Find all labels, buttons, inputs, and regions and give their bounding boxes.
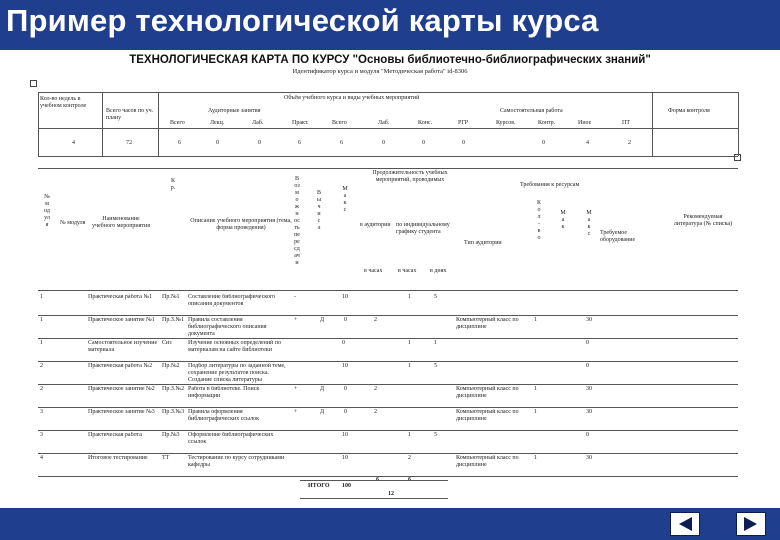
- previous-slide-button[interactable]: [670, 512, 700, 536]
- row-cell-desc: Составление библиографического описания документов: [188, 294, 276, 307]
- row-cell-d: [320, 432, 330, 453]
- row-cell-flag: -: [294, 294, 296, 300]
- row-cell-room: [456, 432, 526, 453]
- summary-subhead: Всего: [170, 120, 185, 126]
- row-cell-w: 2: [408, 455, 411, 461]
- arrow-right-icon: [743, 516, 759, 532]
- row-cell-m: 30: [586, 455, 592, 461]
- plan-header-equipment: Требуемое оборудование: [600, 230, 636, 243]
- plan-header-duration: Продолжительность учебных мероприятий, проводимых: [372, 170, 448, 183]
- plan-header-module: № модуля: [60, 220, 86, 226]
- table-move-handle[interactable]: [30, 80, 37, 87]
- grid-line: [300, 480, 448, 481]
- row-cell-name: Практическая работа: [88, 432, 142, 438]
- row-cell-dd: 5: [434, 363, 437, 369]
- summary-value: 72: [126, 140, 132, 146]
- summary-value: 0: [422, 140, 425, 146]
- row-divider: [38, 476, 738, 477]
- summary-value: 6: [298, 140, 301, 146]
- row-cell-d: [320, 294, 330, 315]
- row-cell-lit: [670, 317, 730, 338]
- row-cell-room: Компьютерный класс по дисциплине: [456, 409, 519, 422]
- row-cell-lit: [670, 409, 730, 430]
- row-cell-name: Практическая работа №1: [88, 294, 153, 300]
- row-cell-name: Итоговое тестирование: [88, 455, 148, 461]
- summary-subhead: Иное: [578, 120, 592, 126]
- row-cell-dd: 5: [434, 294, 437, 300]
- summary-self-heading: Самостоятельная работа: [500, 108, 563, 114]
- totals-aud: 6: [376, 477, 379, 483]
- row-cell-room: Компьютерный класс по дисциплине: [456, 386, 519, 399]
- grid-line: [38, 92, 39, 156]
- row-cell-k: [534, 432, 544, 453]
- row-cell-m: 30: [586, 317, 592, 323]
- row-cell-k: [534, 363, 544, 384]
- row-cell-m: [586, 294, 600, 315]
- plan-header-resources: Требования к ресурсам: [520, 182, 580, 188]
- row-cell-flag: +: [294, 317, 298, 323]
- row-cell-name: Самостоятельное изучение материала: [88, 340, 158, 353]
- row-cell-z: 0: [344, 386, 347, 392]
- grid-line: [102, 92, 103, 156]
- row-cell-desc: Правила оформления библиографических ссылок: [188, 409, 259, 422]
- row-cell-code: Сиз: [162, 340, 172, 346]
- row-cell-w: [408, 386, 418, 407]
- plan-header-room-type: Тип аудитории: [464, 240, 502, 246]
- summary-total-label: Всего часов по уч. плану: [106, 108, 154, 121]
- summary-subhead: Контр.: [538, 120, 556, 126]
- row-cell-code: ТТ: [162, 455, 170, 461]
- plan-header-week: в часах: [398, 268, 417, 274]
- row-cell-aud: 2: [374, 409, 377, 415]
- row-cell-score: 10: [342, 294, 348, 300]
- row-cell-mod: 1: [40, 317, 43, 323]
- row-cell-flag: +: [294, 409, 298, 415]
- totals-sum: 12: [388, 491, 394, 497]
- summary-subhead: Всего: [332, 120, 347, 126]
- row-cell-score: [342, 386, 356, 407]
- grid-line: [38, 128, 738, 129]
- row-divider: [38, 338, 738, 339]
- plan-header-max: М а к с: [342, 186, 348, 213]
- row-cell-aud: 2: [374, 317, 377, 323]
- next-slide-button[interactable]: [736, 512, 766, 536]
- plan-header-qty: К о л - в о: [536, 200, 541, 241]
- row-cell-d: [320, 455, 330, 476]
- plan-header-literature: Рекомендуемая литература (№ списка): [673, 214, 733, 227]
- summary-subhead: РГР: [458, 120, 469, 126]
- row-cell-flag: [294, 340, 304, 361]
- row-cell-mod: 2: [40, 363, 43, 369]
- row-cell-m: 30: [586, 386, 592, 392]
- row-cell-name: Практическое занятие №3: [88, 409, 155, 415]
- plan-header-retake: Возможность пересдачи: [294, 176, 300, 266]
- plan-header-ind: по индивидуальному графику студента: [396, 222, 450, 235]
- row-cell-d: Д: [320, 409, 325, 415]
- summary-value: 0: [542, 140, 545, 146]
- row-cell-dd: 1: [434, 340, 437, 346]
- summary-subhead: Курсов.: [496, 120, 516, 126]
- row-cell-m: 0: [586, 340, 589, 346]
- row-cell-m: 30: [586, 409, 592, 415]
- grid-line: [38, 290, 738, 291]
- summary-subhead: ПТ: [622, 120, 630, 126]
- summary-subhead: Конс.: [418, 120, 433, 126]
- row-cell-desc: Тестирование по курсу сотрудниками кафедры: [188, 455, 285, 468]
- row-cell-mod: 3: [40, 409, 43, 415]
- plan-header-code: К р.: [170, 178, 176, 191]
- row-divider: [38, 407, 738, 408]
- row-cell-k: 1: [534, 409, 537, 415]
- row-cell-dd: [434, 317, 444, 338]
- row-cell-desc: Работа в библиотеке. Поиск информации: [188, 386, 260, 399]
- row-cell-aud: [374, 432, 384, 453]
- row-cell-code: Пр.З.№3: [162, 409, 185, 415]
- row-cell-flag: [294, 432, 304, 453]
- row-cell-name: Практическое занятие №1: [88, 317, 155, 323]
- row-divider: [38, 384, 738, 385]
- grid-line: [738, 92, 739, 156]
- tech-card-document: [30, 50, 742, 505]
- row-cell-name: Практическая работа №2: [88, 363, 153, 369]
- row-cell-code: Пр.№2: [162, 363, 180, 369]
- row-cell-mod: 1: [40, 294, 43, 300]
- plan-header-day: в днях: [430, 268, 447, 274]
- row-divider: [38, 430, 738, 431]
- row-cell-room: [456, 363, 526, 384]
- summary-volume-heading: Объём учебного курса и виды учебных мероприятий: [284, 95, 420, 101]
- row-cell-k: 1: [534, 386, 537, 392]
- grid-line: [158, 92, 159, 156]
- row-cell-aud: [374, 340, 384, 361]
- row-cell-score: 10: [342, 432, 348, 438]
- row-cell-aud: 2: [374, 386, 377, 392]
- summary-subhead: Лаб.: [252, 120, 264, 126]
- plan-header-activity: Наименование учебного мероприятия: [92, 216, 150, 229]
- row-divider: [38, 361, 738, 362]
- row-cell-desc: Оформление библиографических ссылок: [188, 432, 274, 445]
- row-cell-w: [408, 409, 418, 430]
- row-cell-k: [534, 340, 544, 361]
- row-cell-code: Пр.№3: [162, 432, 180, 438]
- summary-hours-label: Кол-во недель в учебном контроле: [40, 96, 87, 109]
- summary-subhead: Лаб.: [378, 120, 390, 126]
- row-cell-flag: +: [294, 386, 298, 392]
- row-cell-flag: [294, 363, 304, 384]
- row-cell-room: [456, 294, 526, 315]
- grid-line: [300, 498, 448, 499]
- row-cell-dd: [434, 455, 444, 476]
- row-cell-d: [320, 363, 330, 384]
- row-cell-dd: [434, 386, 444, 407]
- summary-value: 4: [586, 140, 589, 146]
- summary-value: 0: [462, 140, 465, 146]
- totals-label: ИТОГО: [308, 483, 330, 489]
- plan-header-calc: В ы ч и с л: [316, 190, 322, 231]
- row-cell-aud: [374, 294, 384, 315]
- summary-control-heading: Форма контроля: [668, 108, 710, 114]
- row-cell-lit: [670, 455, 730, 476]
- summary-value: 6: [340, 140, 343, 146]
- row-cell-k: 1: [534, 455, 537, 461]
- row-cell-w: 1: [408, 294, 411, 300]
- plan-header-desc: Описание учебного мероприятия (тема, форма проведения): [190, 218, 292, 231]
- row-cell-desc: Подбор литературы по заданной теме, сохранение результатов поиска. Создание списка литературы: [188, 363, 286, 383]
- row-cell-flag: [294, 455, 304, 476]
- row-cell-room: Компьютерный класс по дисциплине: [456, 317, 519, 330]
- row-cell-d: Д: [320, 386, 325, 392]
- slide-title: Пример технологической карты курса: [6, 3, 599, 38]
- slide-title-bar: [0, 0, 780, 50]
- grid-line: [38, 168, 738, 169]
- row-cell-d: Д: [320, 317, 325, 323]
- row-cell-name: Практическое занятие №2: [88, 386, 155, 392]
- row-cell-aud: [374, 455, 384, 476]
- row-divider: [38, 453, 738, 454]
- row-cell-lit: [670, 432, 730, 453]
- summary-value: 4: [72, 140, 75, 146]
- summary-value: 2: [628, 140, 631, 146]
- plan-header-aud: в аудитории: [360, 222, 391, 228]
- totals-ind: 6: [408, 477, 411, 483]
- summary-class-heading: Аудиторные занятия: [208, 108, 261, 114]
- row-cell-z: 0: [344, 317, 347, 323]
- plan-header-max3: М а к с: [586, 210, 592, 237]
- row-cell-score: 0: [342, 340, 345, 346]
- row-cell-code: Пр.З.№2: [162, 386, 185, 392]
- arrow-left-icon: [677, 516, 693, 532]
- plan-header-no: № модуля: [44, 194, 50, 228]
- summary-value: 0: [216, 140, 219, 146]
- row-cell-code: Пр.З.№1: [162, 317, 185, 323]
- summary-value: 6: [178, 140, 181, 146]
- row-cell-lit: [670, 386, 730, 407]
- summary-subhead: Лекц.: [210, 120, 225, 126]
- row-cell-k: [534, 294, 544, 315]
- row-cell-room: [456, 340, 526, 361]
- plan-header-hours: в часах: [364, 268, 383, 274]
- totals-score: 100: [342, 483, 351, 489]
- row-cell-score: [342, 409, 356, 430]
- row-cell-aud: [374, 363, 384, 384]
- plan-header-max2: М а к: [560, 210, 566, 230]
- row-cell-k: 1: [534, 317, 537, 323]
- row-cell-code: Пр.№1: [162, 294, 180, 300]
- row-cell-lit: [670, 340, 730, 361]
- doc-subtitle: Идентификатор курса и модуля "Методическая работа" id-8306: [292, 68, 468, 75]
- row-cell-mod: 2: [40, 386, 43, 392]
- row-cell-dd: 5: [434, 432, 437, 438]
- summary-value: 0: [258, 140, 261, 146]
- row-cell-m: 0: [586, 363, 589, 369]
- grid-line: [38, 156, 738, 157]
- row-cell-w: [408, 317, 418, 338]
- row-cell-w: 1: [408, 340, 411, 346]
- summary-value: 0: [382, 140, 385, 146]
- row-cell-lit: [670, 363, 730, 384]
- slide-footer-bar: [0, 508, 780, 540]
- row-cell-score: 10: [342, 363, 348, 369]
- row-cell-score: 10: [342, 455, 348, 461]
- row-cell-desc: Изучение основных определений по материалам на сайте библиотеки: [188, 340, 281, 353]
- row-cell-dd: [434, 409, 444, 430]
- grid-line: [652, 92, 653, 156]
- row-cell-mod: 3: [40, 432, 43, 438]
- doc-title: ТЕХНОЛОГИЧЕСКАЯ КАРТА ПО КУРСУ "Основы библиотечно-библиографических знаний": [129, 54, 651, 66]
- row-cell-w: 1: [408, 363, 411, 369]
- grid-line: [38, 92, 738, 93]
- row-cell-mod: 1: [40, 340, 43, 346]
- row-cell-desc: Правила составления библиографического описания документа: [188, 317, 267, 337]
- row-divider: [38, 315, 738, 316]
- summary-subhead: Практ.: [292, 120, 309, 126]
- row-cell-z: 0: [344, 409, 347, 415]
- row-cell-mod: 4: [40, 455, 43, 461]
- row-cell-score: [342, 317, 356, 338]
- row-cell-w: 1: [408, 432, 411, 438]
- row-cell-room: Компьютерный класс по дисциплине: [456, 455, 519, 468]
- row-cell-lit: [670, 294, 730, 315]
- row-cell-m: 0: [586, 432, 589, 438]
- row-cell-d: [320, 340, 330, 361]
